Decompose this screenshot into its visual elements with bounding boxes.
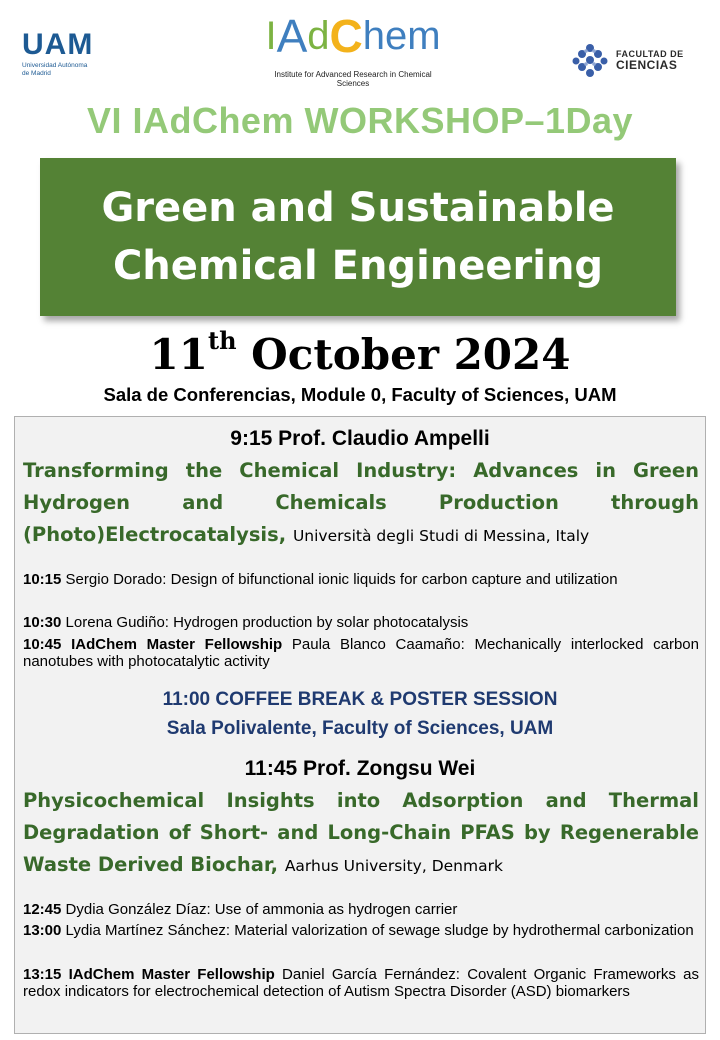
iadchem-logo-word	[265, 6, 440, 66]
theme-banner-line2: Chemical Engineering	[112, 243, 604, 289]
event-date	[0, 326, 720, 379]
event-date-day: 11	[149, 330, 208, 379]
session2-speaker: 11:45 Prof. Zongsu Wei	[244, 757, 476, 780]
session2-item-time: 13:00	[23, 922, 62, 939]
iadchem-logo-a: A	[276, 10, 308, 62]
workshop-title: VI IAdChem WORKSHOP–1Day	[86, 100, 634, 141]
session1-item-text: Lorena Gudiño: Hydrogen production by solar photocatalysis	[65, 614, 469, 631]
session1-item-text: Sergio Dorado: Design of bifunctional ionic liquids for carbon capture and utilization	[65, 571, 618, 588]
session2-affiliation: Aarhus University, Denmark	[284, 857, 503, 875]
session2-item	[23, 901, 699, 918]
theme-banner	[40, 158, 676, 316]
iadchem-tagline: Institute for Advanced Research in Chemical Sciences	[274, 70, 432, 88]
uam-logo	[22, 28, 112, 88]
event-date-rest: October 2024	[251, 330, 571, 379]
coffee-break-venue: Sala Polivalente, Faculty of Sciences, UAM	[166, 718, 554, 739]
session1-talk: Transforming the Chemical Industry: Advances in Green Hydrogen and Chemicals Production through (Photo)Electrocatalysis, Università degli Studi di Messina, Italy	[23, 459, 699, 546]
session2-title: Physicochemical Insights into Adsorption and Thermal Degradation of Short- and Long-Chain PFAS by Regenerable Waste Derived Biochar	[23, 789, 699, 876]
iadchem-logo-c: C	[329, 10, 363, 62]
faculty-logo-line2: CIENCIAS	[616, 58, 678, 72]
uam-logo-line1: Universidad Autónoma	[22, 62, 88, 69]
session1-item-text: Paula Blanco Caamaño: Mechanically interlocked carbon nanotubes with photocatalytic activity	[23, 636, 699, 670]
program-box	[14, 416, 706, 1034]
session2-talk: Physicochemical Insights into Adsorption and Thermal Degradation of Short- and Long-Chain PFAS by Regenerable Waste Derived Biochar, Aarhus University, Denmark	[23, 789, 699, 876]
session1-speaker: 9:15 Prof. Claudio Ampelli	[230, 427, 490, 450]
session2-item-text: Lydia Martínez Sánchez: Material valorization of sewage sludge by hydrothermal carbonization	[65, 922, 694, 939]
session1-item	[23, 614, 699, 631]
session1-affiliation: Università degli Studi di Messina, Italy	[292, 527, 590, 545]
iadchem-logo-d: d	[307, 14, 330, 58]
session2-item-text: Dydia González Díaz: Use of ammonia as hydrogen carrier	[65, 901, 458, 918]
faculty-emblem-icon	[572, 42, 608, 78]
session2-item-time: 13:15 IAdChem Master Fellowship	[23, 966, 275, 983]
faculty-logo-line1: FACULTAD DE	[616, 49, 684, 59]
coffee-break-title: 11:00 COFFEE BREAK & POSTER SESSION	[162, 689, 558, 710]
session2-item-text: Daniel García Fernández: Covalent Organic Frameworks as redox indicators for electrochemical detection of Autism Spectra Disorder (ASD) biomarkers	[23, 966, 699, 1000]
session2-item	[23, 922, 699, 939]
faculty-logo	[572, 40, 702, 80]
session1-item	[23, 571, 699, 588]
session1-item	[23, 636, 699, 670]
session1-item-time: 10:15	[23, 571, 62, 588]
faculty-logo-text	[616, 49, 684, 71]
session2-item	[23, 966, 699, 1000]
event-date-suffix: th	[207, 326, 237, 355]
session2-item-time: 12:45	[23, 901, 62, 918]
iadchem-logo-hem: hem	[362, 14, 441, 58]
iadchem-logo	[258, 6, 448, 86]
uam-logo-line2: de Madrid	[22, 70, 51, 77]
theme-banner-line1: Green and Sustainable	[101, 185, 615, 231]
iadchem-logo-i: I	[265, 14, 277, 58]
session1-item-time: 10:45 IAdChem Master Fellowship	[23, 636, 283, 653]
event-venue: Sala de Conferencias, Module 0, Faculty of Sciences, UAM	[103, 384, 617, 405]
uam-logo-mark: UAM	[22, 28, 94, 61]
session1-item-time: 10:30	[23, 614, 62, 631]
session1-title: Transforming the Chemical Industry: Advances in Green Hydrogen and Chemicals Production through (Photo)Electrocatalysis	[23, 459, 699, 546]
